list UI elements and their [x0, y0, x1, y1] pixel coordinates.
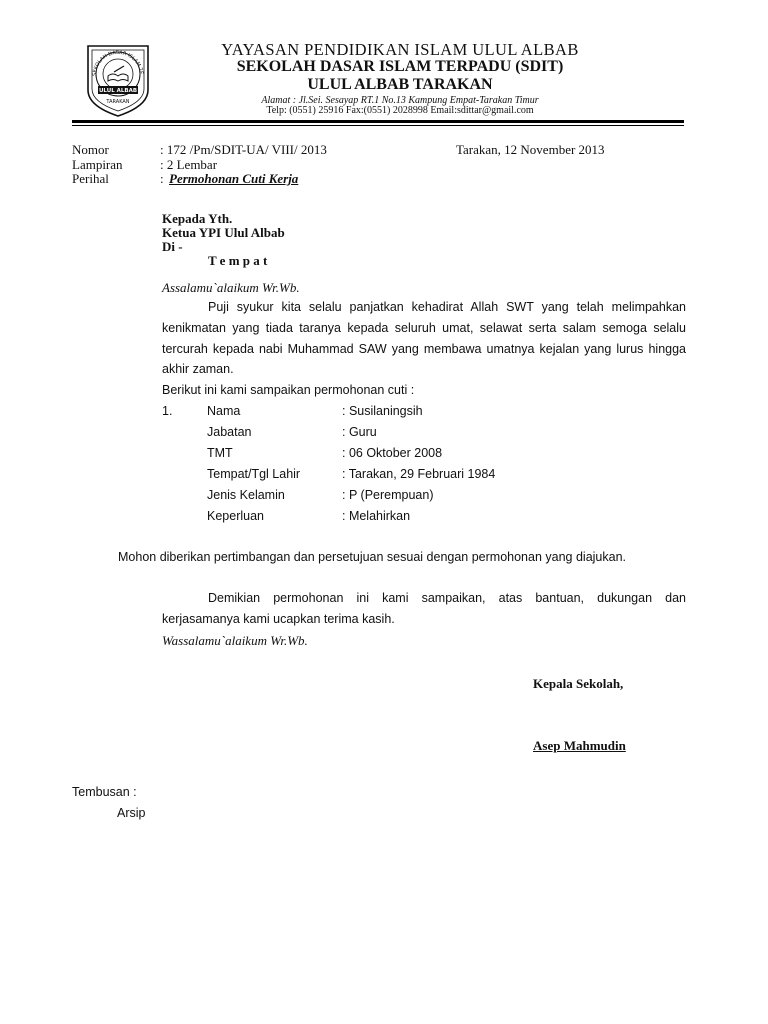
- detail-label: Jabatan: [207, 425, 252, 439]
- detail-label: Nama: [207, 404, 241, 418]
- detail-value: : 06 Oktober 2008: [342, 446, 443, 460]
- nomor-label: Nomor: [72, 142, 109, 157]
- paragraph-line-2: kenikmatan yang tiada taranya kepada seluruh umat, selawat serta salam semoga selalu: [162, 321, 686, 335]
- header-rule-thin: [72, 125, 684, 126]
- logo-bottom-text: TARAKAN: [106, 99, 130, 105]
- signature-name: Asep Mahmudin: [533, 738, 626, 753]
- school-name: ULUL ALBAB TARAKAN: [307, 76, 493, 93]
- cc-item: Arsip: [117, 806, 146, 820]
- paragraph-line-4: akhir zaman.: [162, 362, 234, 376]
- foundation-name: YAYASAN PENDIDIKAN ISLAM ULUL ALBAB: [221, 40, 579, 59]
- header-rule-thick: [72, 120, 684, 123]
- logo-banner-text: ULUL ALBAB: [98, 88, 138, 95]
- perihal-colon: :: [160, 171, 164, 186]
- recipient-di: Di -: [162, 239, 183, 254]
- paragraph-line-3: tercurah kepada nabi Muhammad SAW yang membawa umatnya kejalan yang lurus hingga: [162, 342, 686, 356]
- detail-value: : Melahirkan: [342, 509, 411, 523]
- perihal-label: Perihal: [72, 171, 109, 186]
- lampiran-value: : 2 Lembar: [160, 157, 218, 172]
- nomor-value: : 172 /Pm/SDIT-UA/ VIII/ 2013: [160, 142, 327, 157]
- detail-value: : P (Perempuan): [342, 488, 434, 502]
- recipient-place: T e m p a t: [208, 253, 268, 268]
- closing-line-1: Demikian permohonan ini kami sampaikan, atas bantuan, dukungan dan: [208, 591, 686, 605]
- opening-salutation: Assalamu`alaikum Wr.Wb.: [162, 280, 300, 295]
- detail-label: Jenis Kelamin: [207, 488, 285, 502]
- request-sentence: Mohon diberikan pertimbangan dan persetujuan sesuai dengan permohonan yang diajukan.: [118, 550, 627, 564]
- detail-value: : Guru: [342, 425, 377, 439]
- school-type: SEKOLAH DASAR ISLAM TERPADU (SDIT): [236, 58, 564, 75]
- school-address: Alamat : Jl.Sei. Sesayap RT.1 No.13 Kampung Empat-Tarakan Timur: [261, 95, 539, 106]
- request-intro: Berikut ini kami sampaikan permohonan cuti :: [162, 383, 415, 397]
- cc-label: Tembusan :: [72, 785, 137, 799]
- paragraph-line-1: Puji syukur kita selalu panjatkan kehadirat Allah SWT yang telah melimpahkan: [208, 300, 686, 314]
- lampiran-label: Lampiran: [72, 157, 123, 172]
- detail-label: TMT: [207, 446, 233, 460]
- school-contact: Telp: (0551) 25916 Fax:(0551) 2028998 Email:sdittar@gmail.com: [266, 105, 534, 116]
- letter-date: Tarakan, 12 November 2013: [456, 142, 605, 157]
- list-number: 1.: [162, 404, 173, 418]
- closing-line-2: kerjasamanya kami ucapkan terima kasih.: [162, 612, 395, 626]
- detail-label: Keperluan: [207, 509, 264, 523]
- closing-salutation: Wassalamu`alaikum Wr.Wb.: [162, 633, 308, 648]
- recipient-greeting: Kepada Yth.: [162, 211, 233, 226]
- logo-arc-text: SEKOLAH DASAR ISLAM TE: [91, 49, 144, 77]
- recipient-name: Ketua YPI Ulul Albab: [162, 225, 285, 240]
- detail-value: : Tarakan, 29 Februari 1984: [342, 467, 496, 481]
- detail-value: : Susilaningsih: [342, 404, 423, 418]
- detail-label: Tempat/Tgl Lahir: [207, 467, 301, 481]
- signature-title: Kepala Sekolah,: [533, 676, 624, 691]
- perihal-value: Permohonan Cuti Kerja: [169, 171, 299, 186]
